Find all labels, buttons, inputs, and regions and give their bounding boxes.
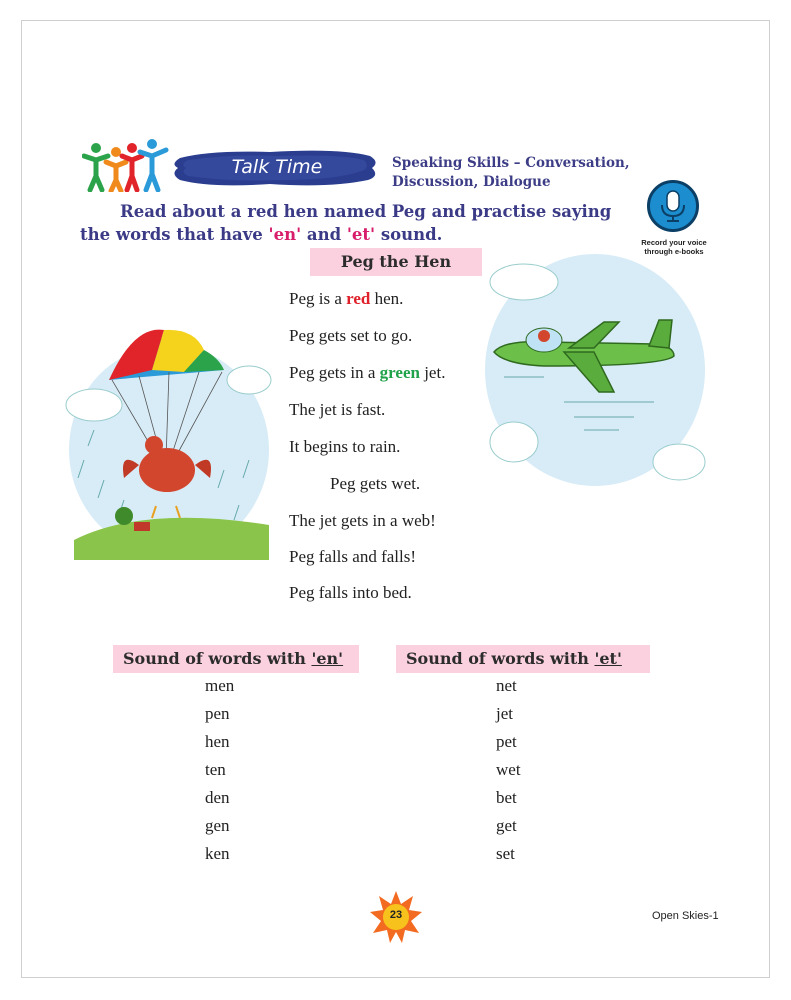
- airplane-illustration: [484, 252, 706, 488]
- et-word: bet: [496, 788, 517, 807]
- poem-line-3c: jet.: [419, 363, 446, 382]
- poem-title: Peg the Hen: [310, 248, 482, 276]
- poem-line-4: The jet is fast.: [289, 400, 386, 419]
- skills-line-2: Discussion, Dialogue: [392, 174, 551, 190]
- instruction-text: [80, 200, 640, 246]
- en-words-header: [113, 645, 359, 673]
- en-word: pen: [205, 704, 230, 723]
- poem-line-1c: hen.: [370, 289, 404, 308]
- en-header-key: 'en': [311, 649, 344, 668]
- et-word: jet: [496, 704, 513, 723]
- instruction-part-3: sound.: [375, 225, 443, 244]
- skills-subtitle: [392, 154, 632, 192]
- poem-line-1a: Peg is a: [289, 289, 347, 308]
- en-word: men: [205, 676, 235, 695]
- en-header-text: Sound of words with: [123, 649, 312, 668]
- en-word: ken: [205, 844, 230, 863]
- poem-line-3: [289, 363, 445, 383]
- instruction-line-2: [80, 225, 442, 244]
- poem-line-5: It begins to rain.: [289, 437, 401, 456]
- green-word: green: [379, 363, 420, 382]
- record-caption-line-2: through e-books: [644, 247, 704, 256]
- red-word: red: [346, 289, 371, 308]
- microphone-icon: [650, 183, 696, 229]
- et-words-header: [396, 645, 650, 673]
- parachute-hen-illustration: [64, 310, 274, 560]
- poem-line-2: Peg gets set to go.: [289, 326, 413, 345]
- poem-line-8: Peg falls and falls!: [289, 547, 416, 566]
- et-word: net: [496, 676, 517, 695]
- poem-line-6: Peg gets wet.: [330, 474, 421, 493]
- page-number: 23: [389, 909, 403, 921]
- et-header-key: 'et': [594, 649, 622, 668]
- poem-line-1: [289, 289, 403, 309]
- en-word: hen: [205, 732, 230, 751]
- record-caption-line-1: Record your voice: [641, 238, 707, 247]
- en-word: gen: [205, 816, 230, 835]
- section-title: Talk Time: [231, 156, 323, 178]
- en-highlight: 'en': [268, 225, 302, 244]
- instruction-and: and: [301, 225, 347, 244]
- en-word: den: [205, 788, 230, 807]
- poem-line-9: Peg falls into bed.: [289, 583, 412, 602]
- people-icon: [82, 138, 172, 192]
- book-name: Open Skies-1: [652, 910, 719, 922]
- et-word: set: [496, 844, 515, 863]
- skills-line-1: Speaking Skills – Conversation,: [392, 155, 630, 171]
- instruction-part-2: the words that have: [80, 225, 269, 244]
- et-highlight: 'et': [346, 225, 376, 244]
- poem-line-7: The jet gets in a web!: [289, 511, 436, 530]
- et-word: wet: [496, 760, 521, 779]
- instruction-line-1: Read about a red hen named Peg and practise saying: [120, 202, 612, 221]
- et-header-text: Sound of words with: [406, 649, 595, 668]
- et-word: pet: [496, 732, 517, 751]
- record-voice-button[interactable]: [647, 180, 699, 232]
- en-word: ten: [205, 760, 226, 779]
- et-word: get: [496, 816, 517, 835]
- poem-line-3a: Peg gets in a: [289, 363, 380, 382]
